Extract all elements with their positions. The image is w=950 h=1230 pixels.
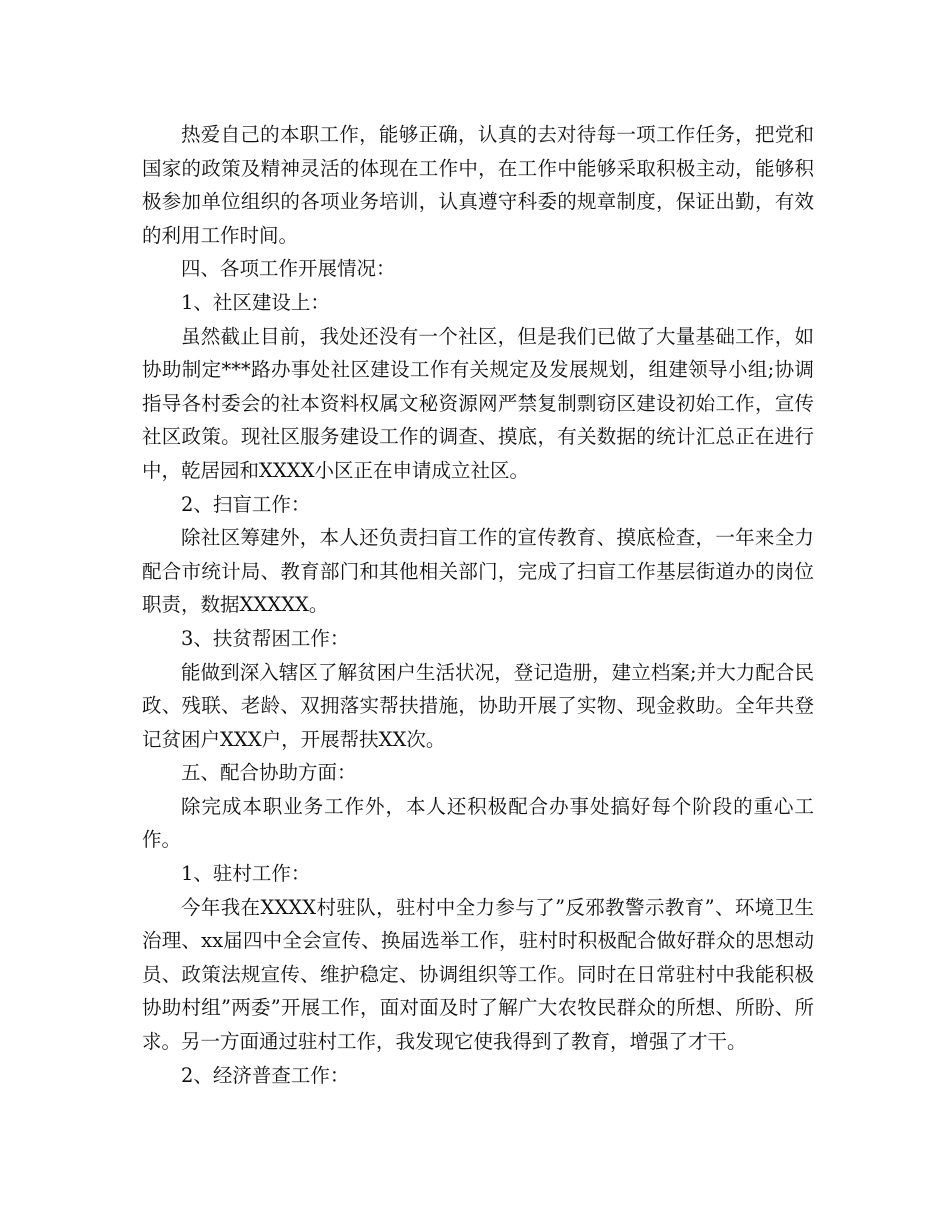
paragraph-literacy-work: 除社区筹建外，本人还负责扫盲工作的宣传教育、摸底检查，一年来全力配合市统计局、教育部门和其他相关部门，完成了扫盲工作基层街道办的岗位职责，数据XXXXX。: [142, 526, 814, 617]
heading-economic-census: 2、经济普查工作：: [181, 1063, 350, 1087]
document-body: [142, 118, 814, 1092]
heading-community-building: 1、社区建设上：: [181, 290, 330, 314]
heading-section-five: 五、配合协助方面：: [181, 761, 357, 785]
heading-village-work: 1、驻村工作：: [181, 862, 311, 886]
paragraph-poverty-relief: 能做到深入辖区了解贫困户生活状况，登记造册，建立档案;并大力配合民政、残联、老龄、双拥落实帮扶措施，协助开展了实物、现金救助。全年共登记贫困户XXX户，开展帮扶XX次。: [142, 660, 814, 751]
heading-poverty-relief: 3、扶贫帮困工作：: [181, 626, 350, 650]
paragraph-community-building: 虽然截止目前，我处还没有一个社区，但是我们已做了大量基础工作，如协助制定***路办事处社区建设工作有关规定及发展规划，组建领导小组;协调指导各村委会的社本资料权属文秘资源网严禁复制剽窃区建设初始工作，宣传社区政策。现社区服务建设工作的调查、摸底，有关数据的统计汇总正在进行中，乾居园和XXXX小区正在申请成立社区。: [142, 324, 814, 482]
paragraph-work-attitude: 热爱自己的本职工作，能够正确，认真的去对待每一项工作任务，把党和国家的政策及精神灵活的体现在工作中，在工作中能够采取积极主动，能够积极参加单位组织的各项业务培训，认真遵守科委的规章制度，保证出勤，有效的利用工作时间。: [142, 123, 814, 247]
heading-literacy-work: 2、扫盲工作：: [181, 492, 311, 516]
heading-section-four: 四、各项工作开展情况：: [181, 257, 396, 281]
paragraph-cooperation: 除完成本职业务工作外，本人还积极配合办事处搞好每个阶段的重心工作。: [142, 794, 814, 852]
paragraph-village-work: 今年我在XXXX村驻队，驻村中全力参与了”反邪教警示教育”、环境卫生治理、xx届四中全会宣传、换届选举工作，驻村时积极配合做好群众的思想动员、政策法规宣传、维护稳定、协调组织等工作。同时在日常驻村中我能积极协助村组”两委”开展工作，面对面及时了解广大农牧民群众的所想、所盼、所求。另一方面通过驻村工作，我发现它使我得到了教育，增强了才干。: [142, 895, 814, 1054]
